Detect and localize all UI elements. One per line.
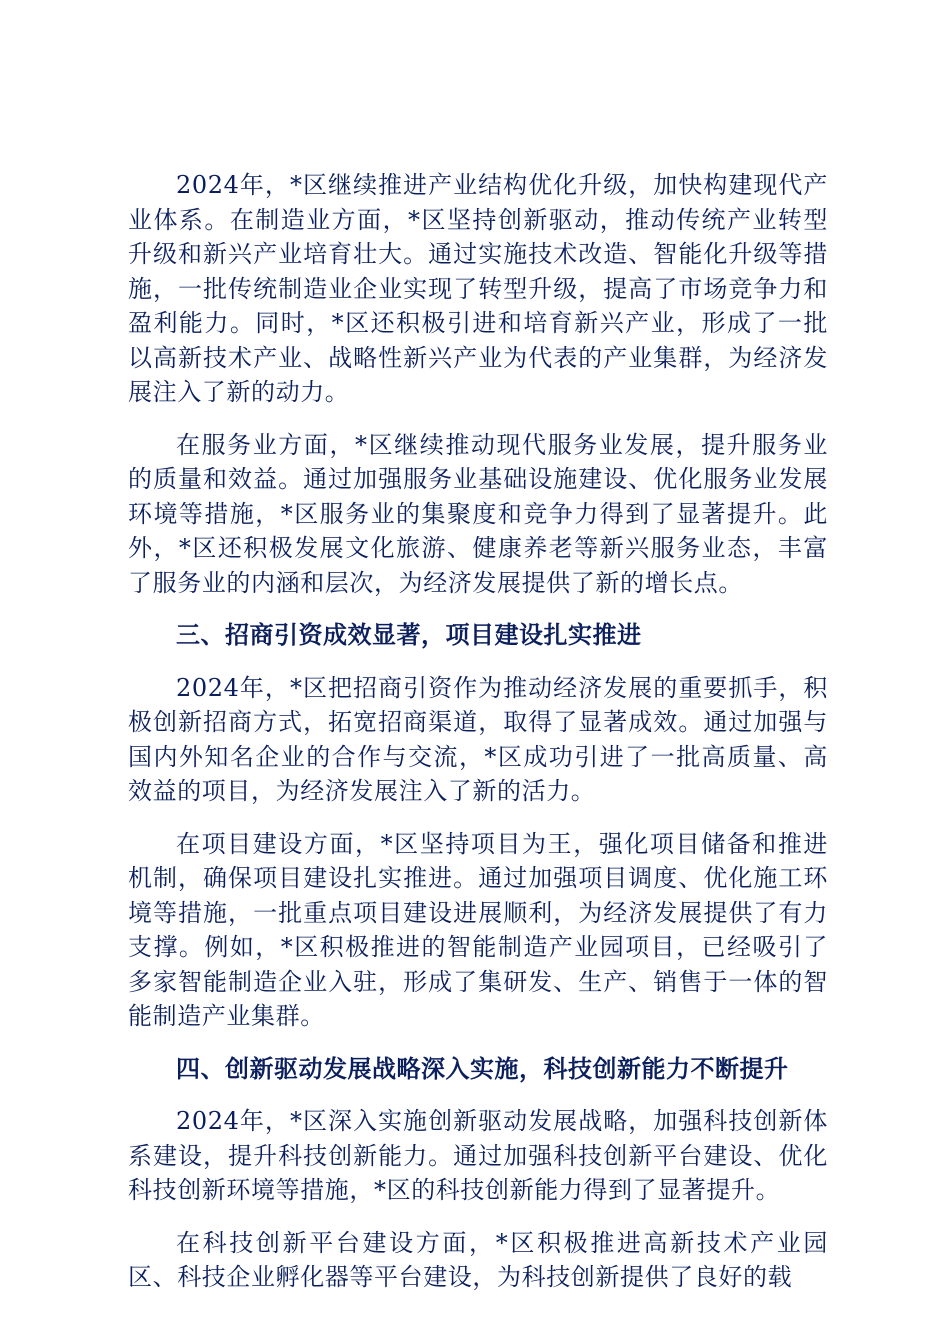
paragraph-service-industry: 在服务业方面，*区继续推动现代服务业发展，提升服务业的质量和效益。通过加强服务业基础设施建设、优化服务业发展环境等措施，*区服务业的集聚度和竞争力得到了显著提升。此外，*区还积极发展文化旅游、健康养老等新兴服务业态，丰富了服务业的内涵和层次，为经济发展提供了新的增长点。 xyxy=(128,430,828,597)
paragraph-innovation-strategy: 2024年，*区深入实施创新驱动发展战略，加强科技创新体系建设，提升科技创新能力。通过加强科技创新平台建设、优化科技创新环境等措施，*区的科技创新能力得到了显著提升。 xyxy=(128,1107,828,1204)
paragraph-investment: 2024年，*区把招商引资作为推动经济发展的重要抓手，积极创新招商方式，拓宽招商渠道，取得了显著成效。通过加强与国内外知名企业的合作与交流，*区成功引进了一批高质量、高效益的项目，为经济发展注入了新的活力。 xyxy=(128,673,828,805)
document-page xyxy=(128,168,828,1313)
section-heading-innovation: 四、创新驱动发展战略深入实施，科技创新能力不断提升 xyxy=(176,1054,789,1083)
paragraph-project-construction: 在项目建设方面，*区坚持项目为王，强化项目储备和推进机制，确保项目建设扎实推进。通过加强项目调度、优化施工环境等措施，一批重点项目建设进展顺利，为经济发展提供了有力支撑。例如，*区积极推进的智能制造产业园项目，已经吸引了多家智能制造企业入驻，形成了集研发、生产、销售于一体的智能制造产业集群。 xyxy=(128,829,828,1030)
paragraph-industry-structure: 2024年，*区继续推进产业结构优化升级，加快构建现代产业体系。在制造业方面，*区坚持创新驱动，推动传统产业转型升级和新兴产业培育壮大。通过实施技术改造、智能化升级等措施，一批传统制造业企业实现了转型升级，提高了市场竞争力和盈利能力。同时，*区还积极引进和培育新兴产业，形成了一批以高新技术产业、战略性新兴产业为代表的产业集群，为经济发展注入了新的动力。 xyxy=(128,171,828,406)
section-heading-investment: 三、招商引资成效显著，项目建设扎实推进 xyxy=(176,621,642,649)
paragraph-innovation-platform: 在科技创新平台建设方面，*区积极推进高新技术产业园区、科技企业孵化器等平台建设，为科技创新提供了良好的载 xyxy=(128,1228,828,1291)
